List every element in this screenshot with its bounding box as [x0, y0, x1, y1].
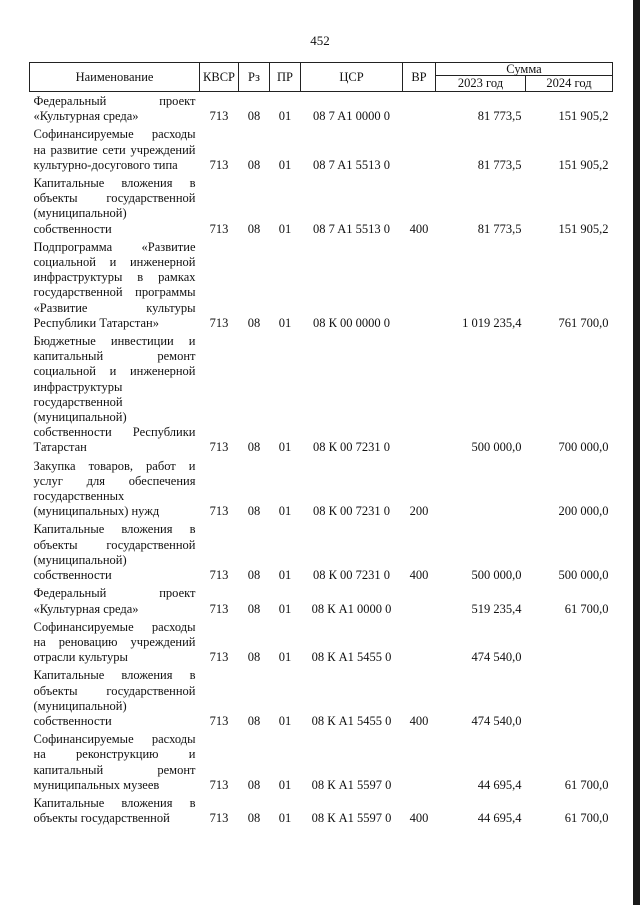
- header-year-2024: 2024 год: [526, 76, 613, 92]
- row-sum-2024-cell: 151 905,2: [558, 157, 609, 172]
- row-vr-cell: [403, 730, 436, 794]
- row-pr-cell: 01: [278, 811, 292, 826]
- row-pr-cell: 01: [278, 315, 292, 330]
- row-sum-2024-cell: 700 000,0: [558, 440, 609, 455]
- row-kvsr-cell: 713: [209, 221, 229, 236]
- table-row: [30, 92, 613, 126]
- row-kvsr-cell: 713: [209, 650, 229, 665]
- row-sum-2023-cell: 44 695,4: [477, 777, 522, 792]
- row-csr-cell: 08 К A1 0000 0: [311, 601, 392, 616]
- row-kvsr-cell: 713: [209, 157, 229, 172]
- row-pr-cell: 01: [278, 650, 292, 665]
- row-rz-cell: 08: [247, 157, 261, 172]
- row-csr-cell: 08 7 A1 0000 0: [312, 109, 391, 124]
- row-vr-cell: [403, 125, 436, 174]
- header-vr: ВР: [403, 63, 436, 92]
- row-rz-cell: 08: [247, 650, 261, 665]
- row-sum-2024-cell: 151 905,2: [558, 109, 609, 124]
- row-rz-cell: 08: [247, 811, 261, 826]
- row-kvsr-cell: 713: [209, 504, 229, 519]
- row-csr-cell: 08 К A1 5597 0: [311, 777, 392, 792]
- row-pr-cell: 01: [278, 504, 292, 519]
- row-sum-2024-cell: 151 905,2: [558, 221, 609, 236]
- row-rz-cell: 08: [247, 713, 261, 728]
- row-name-cell: Софинансируемые расходы на реновацию учреждений отрасли культуры: [33, 619, 196, 665]
- page-edge-shadow: [633, 0, 640, 905]
- row-sum-2024-cell: 61 700,0: [564, 811, 609, 826]
- row-kvsr-cell: 713: [209, 315, 229, 330]
- row-sum-2023-cell: 474 540,0: [471, 650, 522, 665]
- table-row: [30, 125, 613, 174]
- row-sum-2023-cell: 81 773,5: [477, 109, 522, 124]
- row-sum-2023-cell: [436, 457, 526, 521]
- row-csr-cell: 08 К 00 7231 0: [312, 568, 391, 583]
- table-row: [30, 794, 613, 827]
- table-row: [30, 174, 613, 238]
- row-sum-2024-cell: 61 700,0: [564, 777, 609, 792]
- row-name-cell: Закупка товаров, работ и услуг для обеспечения государственных (муниципальных) нужд: [33, 458, 196, 519]
- row-rz-cell: 08: [247, 315, 261, 330]
- row-kvsr-cell: 713: [209, 713, 229, 728]
- row-sum-2023-cell: 44 695,4: [477, 811, 522, 826]
- row-sum-2024-cell: 61 700,0: [564, 601, 609, 616]
- row-vr-cell: [403, 92, 436, 126]
- row-sum-2024-cell: [526, 666, 613, 730]
- header-rz: Рз: [239, 63, 270, 92]
- row-csr-cell: 08 К 00 0000 0: [312, 315, 391, 330]
- table-body: [30, 92, 613, 828]
- row-sum-2024-cell: 761 700,0: [558, 315, 609, 330]
- row-pr-cell: 01: [278, 713, 292, 728]
- row-sum-2023-cell: 500 000,0: [471, 568, 522, 583]
- row-name-cell: Софинансируемые расходы на реконструкцию и капитальный ремонт муниципальных музеев: [33, 732, 196, 792]
- row-csr-cell: 08 К A1 5455 0: [311, 713, 392, 728]
- row-csr-cell: 08 К 00 7231 0: [312, 440, 391, 455]
- header-sum: Сумма: [436, 63, 613, 76]
- row-sum-2024-cell: [526, 618, 613, 667]
- row-csr-cell: 08 7 A1 5513 0: [312, 157, 391, 172]
- row-kvsr-cell: 713: [209, 601, 229, 616]
- row-name-cell: Федеральный проект «Культурная среда»: [33, 586, 196, 616]
- header-csr: ЦСР: [301, 63, 403, 92]
- row-sum-2023-cell: 81 773,5: [477, 157, 522, 172]
- row-kvsr-cell: 713: [209, 568, 229, 583]
- row-sum-2024-cell: 500 000,0: [558, 568, 609, 583]
- row-sum-2023-cell: 81 773,5: [477, 221, 522, 236]
- row-kvsr-cell: 713: [209, 440, 229, 455]
- row-name-cell: Софинансируемые расходы на развитие сети учреждений культурно-досугового типа: [33, 127, 196, 172]
- header-kvsr: КВСР: [200, 63, 239, 92]
- header-year-2023: 2023 год: [436, 76, 526, 92]
- row-sum-2023-cell: 474 540,0: [471, 713, 522, 728]
- table-header: [30, 63, 613, 92]
- row-csr-cell: 08 К A1 5597 0: [311, 811, 392, 826]
- row-vr-cell: [403, 238, 436, 332]
- row-vr-cell: [403, 618, 436, 667]
- row-name-cell: Капитальные вложения в объекты государственной (муниципальной) собственности: [33, 176, 196, 236]
- row-rz-cell: 08: [247, 777, 261, 792]
- table-row: [30, 618, 613, 667]
- row-rz-cell: 08: [247, 504, 261, 519]
- row-pr-cell: 01: [278, 109, 292, 124]
- row-kvsr-cell: 713: [209, 109, 229, 124]
- header-name: Наименование: [30, 63, 200, 92]
- page-number: 452: [310, 33, 330, 48]
- row-rz-cell: 08: [247, 221, 261, 236]
- row-sum-2023-cell: 500 000,0: [471, 440, 522, 455]
- row-pr-cell: 01: [278, 440, 292, 455]
- row-rz-cell: 08: [247, 109, 261, 124]
- table-row: [30, 332, 613, 457]
- row-pr-cell: 01: [278, 157, 292, 172]
- row-kvsr-cell: 713: [209, 777, 229, 792]
- row-vr-cell: [403, 332, 436, 457]
- row-vr-cell: [403, 584, 436, 617]
- row-csr-cell: 08 К 00 7231 0: [312, 504, 391, 519]
- row-name-cell: Капитальные вложения в объекты государственной (муниципальной) собственности: [33, 668, 196, 728]
- row-rz-cell: 08: [247, 568, 261, 583]
- row-pr-cell: 01: [278, 568, 292, 583]
- row-name-cell: Федеральный проект «Культурная среда»: [33, 94, 196, 124]
- row-pr-cell: 01: [278, 221, 292, 236]
- row-kvsr-cell: 713: [209, 811, 229, 826]
- row-sum-2024-cell: 200 000,0: [558, 504, 609, 519]
- row-vr-cell: 400: [409, 713, 429, 728]
- row-csr-cell: 08 К A1 5455 0: [311, 650, 392, 665]
- row-vr-cell: 200: [409, 504, 429, 519]
- row-pr-cell: 01: [278, 777, 292, 792]
- row-sum-2023-cell: 519 235,4: [471, 601, 522, 616]
- table-row: [30, 666, 613, 730]
- row-csr-cell: 08 7 A1 5513 0: [312, 221, 391, 236]
- row-vr-cell: 400: [409, 811, 429, 826]
- row-pr-cell: 01: [278, 601, 292, 616]
- row-name-cell: Капитальные вложения в объекты государственной: [33, 795, 196, 826]
- row-name-cell: Капитальные вложения в объекты государственной (муниципальной) собственности: [33, 522, 196, 583]
- table-row: [30, 584, 613, 617]
- row-rz-cell: 08: [247, 601, 261, 616]
- row-name-cell: Подпрограмма «Развитие социальной и инженерной инфраструктуры в рамках государственной программы «Развитие культуры Республики Татарстан»: [33, 239, 196, 330]
- row-name-cell: Бюджетные инвестиции и капитальный ремонт социальной и инженерной инфраструктуры государственной (муниципальной) собственности Республики Татарстан: [33, 334, 196, 455]
- table-row: [30, 520, 613, 584]
- row-vr-cell: 400: [409, 221, 429, 236]
- table-row: [30, 457, 613, 521]
- header-pr: ПР: [270, 63, 301, 92]
- row-sum-2023-cell: 1 019 235,4: [462, 315, 522, 330]
- row-vr-cell: 400: [409, 568, 429, 583]
- table-row: [30, 730, 613, 794]
- row-rz-cell: 08: [247, 440, 261, 455]
- table-row: [30, 238, 613, 332]
- budget-table: [29, 62, 613, 827]
